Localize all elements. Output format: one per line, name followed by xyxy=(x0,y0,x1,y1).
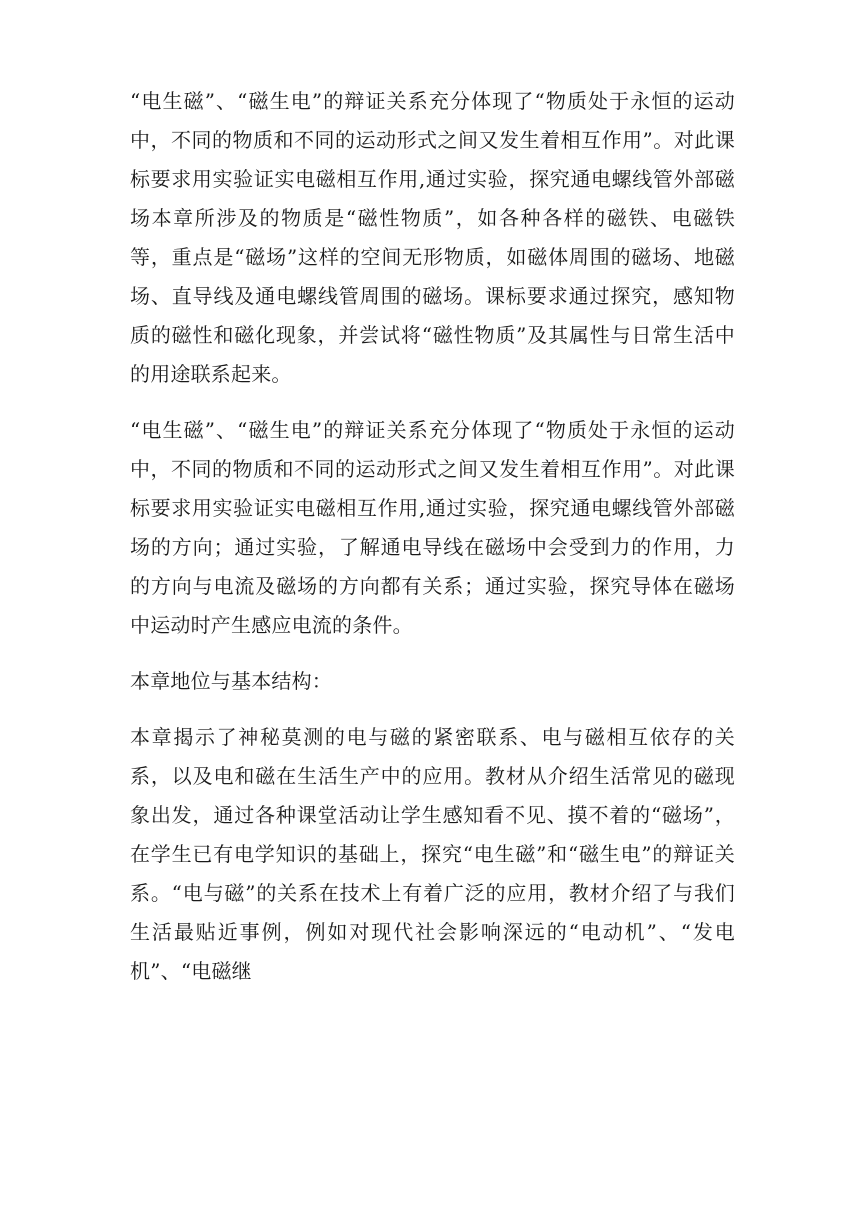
paragraph-dialectic-magnetic-matter: “电生磁”、“磁生电”的辩证关系充分体现了“物质处于永恒的运动中，不同的物质和不同的运动形式之间又发生着相互作用”。对此课标要求用实验证实电磁相互作用,通过实验，探究通电螺线管外部磁场本章所涉及的物质是“磁性物质”，如各种各样的磁铁、电磁铁等，重点是“磁场”这样的空间无形物质，如磁体周围的磁场、地磁场、直导线及通电螺线管周围的磁场。课标要求通过探究，感知物质的磁性和磁化现象，并尝试将“磁性物质”及其属性与日常生活中的用途联系起来。 xyxy=(130,89,735,386)
document-body xyxy=(130,82,735,1008)
paragraph-chapter-overview: 本章揭示了神秘莫测的电与磁的紧密联系、电与磁相互依存的关系，以及电和磁在生活生产中的应用。教材从介绍生活常见的磁现象出发，通过各种课堂活动让学生感知看不见、摸不着的“磁场”，在学生已有电学知识的基础上，探究“电生磁”和“磁生电”的辩证关系。“电与磁”的关系在技术上有着广泛的应用，教材介绍了与我们生活最贴近事例，例如对现代社会影响深远的“电动机”、“发电机”、“电磁继 xyxy=(130,725,735,983)
paragraph-dialectic-experiments: “电生磁”、“磁生电”的辩证关系充分体现了“物质处于永恒的运动中，不同的物质和不同的运动形式之间又发生着相互作用”。对此课标要求用实验证实电磁相互作用,通过实验，探究通电螺线管外部磁场的方向；通过实验，了解通电导线在磁场中会受到力的作用，力的方向与电流及磁场的方向都有关系；通过实验，探究导体在磁场中运动时产生感应电流的条件。 xyxy=(130,418,735,637)
section-heading-chapter-structure: 本章地位与基本结构： xyxy=(130,669,332,693)
